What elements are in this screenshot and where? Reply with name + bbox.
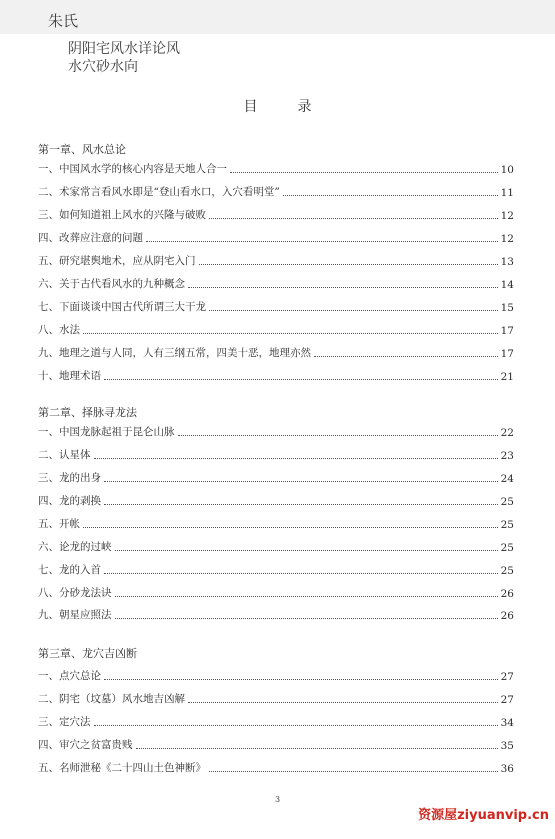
dot-leader — [314, 356, 498, 357]
entry-page-number: 36 — [500, 763, 514, 775]
entry-page-number: 26 — [500, 610, 514, 622]
entry-page-number: 27 — [500, 694, 514, 706]
entry-page-number: 13 — [500, 256, 514, 268]
dot-leader — [94, 458, 498, 459]
entry-page-number: 15 — [500, 302, 514, 314]
entry-page-number: 23 — [500, 450, 514, 462]
toc-entry[interactable] — [38, 275, 514, 291]
toc-entry[interactable] — [38, 160, 514, 176]
toc-entry[interactable] — [38, 252, 514, 268]
toc-entry[interactable] — [38, 736, 514, 752]
toc-entry[interactable] — [38, 344, 514, 360]
toc-entry[interactable] — [38, 538, 514, 554]
entry-label: 二、阴宅（坟墓）风水地吉凶解 — [38, 693, 185, 705]
entry-page-number: 12 — [500, 210, 514, 222]
toc-entry[interactable] — [38, 183, 514, 199]
entry-label: 五、名师泄秘《二十四山土色神断》 — [38, 762, 206, 774]
toc-entry[interactable] — [38, 298, 514, 314]
chapter-2-title: 第二章、择脉寻龙法 — [38, 406, 137, 419]
entry-label: 四、审穴之贫富贵贱 — [38, 739, 133, 751]
entry-label: 四、龙的剥换 — [38, 495, 101, 507]
toc-entry[interactable] — [38, 423, 514, 439]
toc-entry[interactable] — [38, 584, 514, 600]
entry-page-number: 27 — [500, 671, 514, 683]
entry-label: 五、开帐 — [38, 518, 80, 530]
entry-page-number: 25 — [500, 496, 514, 508]
entry-label: 七、龙的入首 — [38, 564, 101, 576]
entry-label: 八、分砂龙法诀 — [38, 587, 112, 599]
chapter-3-title: 第三章、龙穴吉凶断 — [38, 647, 137, 660]
entry-label: 八、水法 — [38, 324, 80, 336]
entry-label: 九、朝星应照法 — [38, 609, 112, 621]
entry-label: 十、地理术语 — [38, 370, 101, 382]
toc-entry[interactable] — [38, 667, 514, 683]
toc-entry[interactable] — [38, 367, 514, 383]
toc-entry[interactable] — [38, 469, 514, 485]
dot-leader — [230, 172, 498, 173]
dot-leader — [104, 679, 498, 680]
entry-label: 三、龙的出身 — [38, 472, 101, 484]
dot-leader — [104, 504, 498, 505]
entry-label: 三、如何知道祖上风水的兴隆与破败 — [38, 209, 206, 221]
entry-label: 二、术家常言看风水即是“登山看水口，入穴看明堂” — [38, 186, 280, 198]
dot-leader — [199, 264, 498, 265]
dot-leader — [146, 241, 498, 242]
entry-page-number: 22 — [500, 427, 514, 439]
entry-label: 一、中国风水学的核心内容是天地人合一 — [38, 163, 227, 175]
toc-entry[interactable] — [38, 606, 514, 622]
toc-heading: 目录 — [243, 99, 352, 115]
dot-leader — [209, 310, 498, 311]
dot-leader — [94, 725, 498, 726]
page-number: 3 — [274, 795, 281, 804]
entry-page-number: 25 — [500, 565, 514, 577]
dot-leader — [209, 771, 498, 772]
entry-label: 三、定穴法 — [38, 716, 91, 728]
entry-page-number: 17 — [500, 348, 514, 360]
entry-page-number: 34 — [500, 717, 514, 729]
entry-page-number: 10 — [500, 164, 514, 176]
toc-entry[interactable] — [38, 492, 514, 508]
toc-entry[interactable] — [38, 229, 514, 245]
entry-page-number: 25 — [500, 542, 514, 554]
toc-entry[interactable] — [38, 446, 514, 462]
entry-page-number: 17 — [500, 325, 514, 337]
toc-entry[interactable] — [38, 515, 514, 531]
author-name: 朱氏 — [48, 12, 79, 30]
dot-leader — [115, 596, 498, 597]
toc-entry[interactable] — [38, 690, 514, 706]
dot-leader — [104, 379, 498, 380]
dot-leader — [178, 435, 498, 436]
dot-leader — [83, 527, 498, 528]
entry-page-number: 14 — [500, 279, 514, 291]
book-title-line-1: 阴阳宅风水详论风 — [68, 41, 180, 57]
toc-entry[interactable] — [38, 713, 514, 729]
dot-leader — [104, 481, 498, 482]
toc-entry[interactable] — [38, 561, 514, 577]
entry-page-number: 12 — [500, 233, 514, 245]
dot-leader — [283, 195, 498, 196]
entry-label: 六、论龙的过峡 — [38, 541, 112, 553]
dot-leader — [188, 702, 498, 703]
toc-entry[interactable] — [38, 321, 514, 337]
toc-entry[interactable] — [38, 206, 514, 222]
entry-page-number: 11 — [500, 187, 514, 199]
entry-label: 七、下面谈谈中国古代所谓三大干龙 — [38, 301, 206, 313]
entry-label: 一、中国龙脉起祖于昆仑山脉 — [38, 426, 175, 438]
entry-label: 九、地理之道与人同，人有三纲五常，四美十恶，地理亦然 — [38, 347, 311, 359]
dot-leader — [115, 550, 498, 551]
entry-label: 六、关于古代看风水的九种概念 — [38, 278, 185, 290]
entry-page-number: 26 — [500, 588, 514, 600]
toc-entry[interactable] — [38, 759, 514, 775]
dot-leader — [136, 748, 498, 749]
entry-page-number: 24 — [500, 473, 514, 485]
top-header-band — [0, 0, 555, 34]
entry-page-number: 35 — [500, 740, 514, 752]
entry-label: 一、点穴总论 — [38, 670, 101, 682]
dot-leader — [209, 218, 498, 219]
entry-label: 二、认星体 — [38, 449, 91, 461]
book-title-line-2: 水穴砂水向 — [68, 59, 138, 75]
entry-page-number: 21 — [500, 371, 514, 383]
entry-label: 四、改葬应注意的问题 — [38, 232, 143, 244]
watermark: 资源屋ziyuanvip.cn — [418, 808, 549, 823]
dot-leader — [83, 333, 498, 334]
dot-leader — [188, 287, 498, 288]
dot-leader — [104, 573, 498, 574]
entry-label: 五、研究堪舆地术，应从阴宅入门 — [38, 255, 196, 267]
entry-page-number: 25 — [500, 519, 514, 531]
dot-leader — [115, 618, 498, 619]
chapter-1-title: 第一章、风水总论 — [38, 143, 126, 156]
